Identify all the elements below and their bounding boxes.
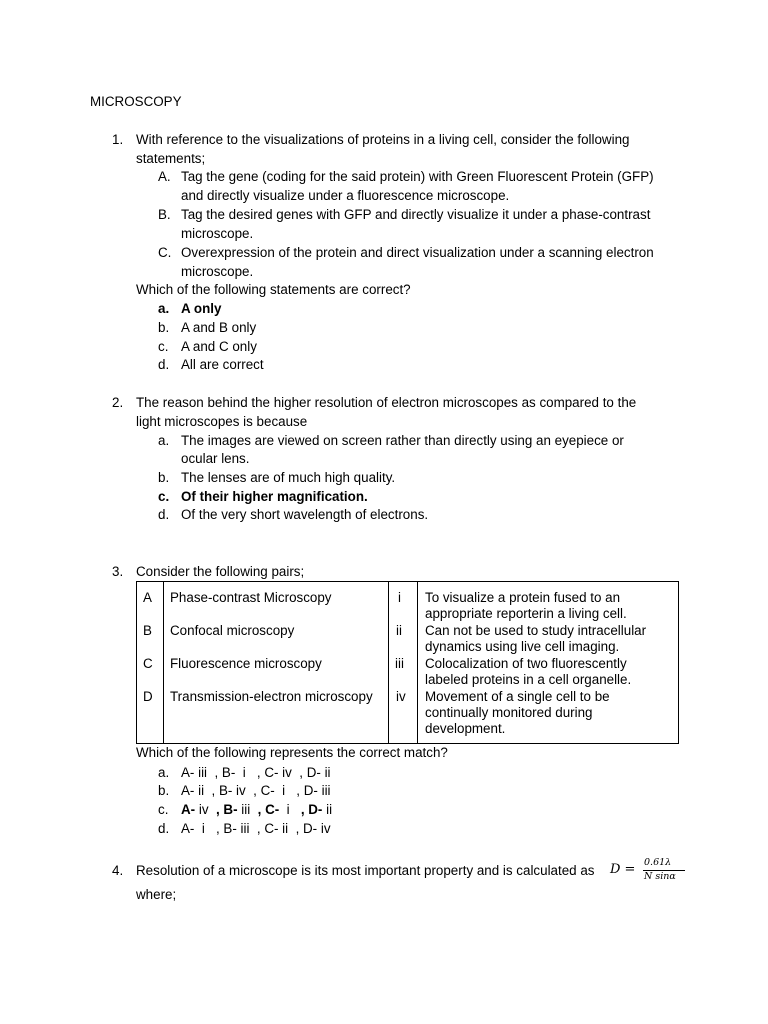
option-text-correct: Of their higher magnification. [181, 489, 368, 504]
match-value: i [279, 802, 301, 817]
option-marker: c. [158, 339, 169, 354]
option-marker: d. [158, 821, 170, 836]
match-key: A- [181, 802, 196, 817]
table-cell-technique: Fluorescence microscopy [170, 656, 322, 671]
option-text: Of the very short wavelength of electrons. [181, 507, 429, 522]
option-marker: b. [158, 783, 170, 798]
option-marker: b. [158, 470, 170, 485]
match-key: , B- [215, 802, 238, 817]
table-divider [163, 582, 164, 743]
table-cell-roman: i [398, 590, 401, 605]
option-marker: a. [158, 301, 170, 316]
option-text: A and B only [181, 320, 257, 335]
table-cell-letter: C [143, 656, 153, 671]
option-text: ocular lens. [181, 451, 250, 466]
table-cell-roman: ii [396, 623, 402, 638]
option-text: A and C only [181, 339, 257, 354]
table-cell-desc: Movement of a single cell to be [425, 689, 610, 704]
option-marker: a. [158, 765, 170, 780]
question-stem: The reason behind the higher resolution of electron microscopes as compared to the [136, 395, 637, 410]
question-stem: With reference to the visualizations of proteins in a living cell, consider the following [136, 132, 630, 147]
matching-table [136, 581, 679, 744]
match-key: , C- [257, 802, 280, 817]
table-cell-technique: Confocal microscopy [170, 623, 295, 638]
question-ask: Which of the following statements are correct? [136, 282, 411, 297]
statement-text: microscope. [181, 264, 254, 279]
table-cell-desc: development. [425, 721, 506, 736]
page-title: MICROSCOPY [90, 94, 182, 109]
formula-denominator: N sinα [644, 871, 676, 882]
table-cell-desc: continually monitored during [425, 705, 593, 720]
question-number: 3. [112, 564, 124, 579]
formula-numerator: 0.61λ [644, 857, 672, 868]
table-cell-desc: dynamics using live cell imaging. [425, 639, 620, 654]
statement-marker: C. [158, 245, 172, 260]
option-text: A- ii , B- iv , C- i , D- iii [181, 783, 331, 798]
table-cell-roman: iii [395, 656, 404, 671]
question-stem: light microscopes is because [136, 414, 308, 429]
option-text: All are correct [181, 357, 264, 372]
table-cell-letter: A [143, 590, 152, 605]
statement-marker: B. [158, 207, 171, 222]
statement-text: microscope. [181, 226, 254, 241]
option-marker: c. [158, 489, 170, 504]
match-value: ii [322, 802, 333, 817]
table-cell-desc: Can not be used to study intracellular [425, 623, 647, 638]
table-cell-letter: D [143, 689, 153, 704]
question-stem: Consider the following pairs; [136, 564, 305, 579]
table-cell-desc: To visualize a protein fused to an [425, 590, 621, 605]
option-text: The images are viewed on screen rather than directly using an eyepiece or [181, 433, 624, 448]
table-cell-desc: Colocalization of two fluorescently [425, 656, 627, 671]
table-cell-technique: Phase-contrast Microscopy [170, 590, 332, 605]
match-value: iii [237, 802, 258, 817]
question-number: 1. [112, 132, 124, 147]
question-stem: Resolution of a microscope is its most important property and is calculated as [136, 863, 595, 878]
match-key: , D- [300, 802, 323, 817]
option-marker: a. [158, 433, 170, 448]
option-text-correct: A only [181, 301, 222, 316]
question-number: 4. [112, 863, 124, 878]
match-value: iv [195, 802, 216, 817]
table-divider [417, 582, 418, 743]
table-divider [388, 582, 389, 743]
formula-lhs: D = [610, 862, 636, 877]
statement-text: Tag the gene (coding for the said protein) with Green Fluorescent Protein (GFP) [181, 169, 654, 184]
question-ask: Which of the following represents the correct match? [136, 745, 448, 760]
table-cell-letter: B [143, 623, 152, 638]
table-cell-desc: appropriate reporterin a living cell. [425, 606, 627, 621]
table-cell-roman: iv [396, 689, 406, 704]
option-text: The lenses are of much high quality. [181, 470, 396, 485]
option-marker: d. [158, 357, 170, 372]
statement-text: and directly visualize under a fluorescence microscope. [181, 188, 510, 203]
resolution-formula [610, 857, 680, 887]
question-number: 2. [112, 395, 124, 410]
question-stem: statements; [136, 151, 206, 166]
option-text: A- iii , B- i , C- iv , D- ii [181, 765, 331, 780]
option-marker: c. [158, 802, 169, 817]
statement-marker: A. [158, 169, 171, 184]
table-cell-technique: Transmission-electron microscopy [170, 689, 373, 704]
statement-text: Overexpression of the protein and direct visualization under a scanning electron [181, 245, 654, 260]
question-stem: where; [136, 887, 177, 902]
statement-text: Tag the desired genes with GFP and directly visualize it under a phase-contrast [181, 207, 651, 222]
option-text: A- i , B- iii , C- ii , D- iv [181, 821, 331, 836]
option-text-correct [181, 800, 332, 819]
option-marker: b. [158, 320, 170, 335]
option-marker: d. [158, 507, 170, 522]
table-cell-desc: labeled proteins in a cell organelle. [425, 672, 632, 687]
